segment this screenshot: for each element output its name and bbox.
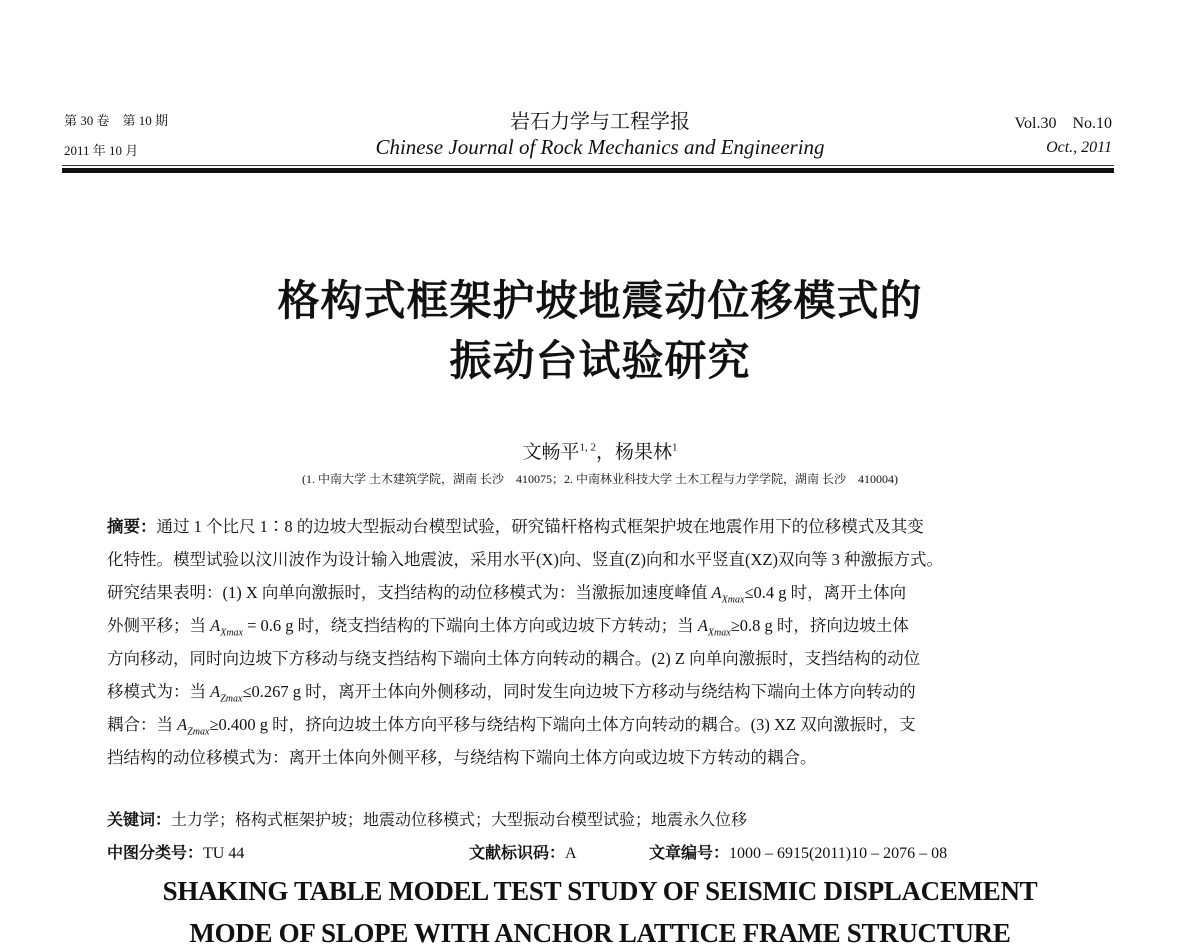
abstract-text: 通过 1 个比尺 1∶8 的边坡大型振动台模型试验，研究锚杆格构式框架护坡在地震作用下的位移模式及其变 xyxy=(156,517,924,536)
classification-row xyxy=(107,840,1093,863)
abstract-text: ≥0.8 g 时，挤向边坡土体 xyxy=(730,616,909,635)
date-cn: 2011 年 10 月 xyxy=(64,143,139,158)
clc-value: TU 44 xyxy=(203,845,245,862)
abstract-line xyxy=(107,741,1093,774)
journal-title-en: Chinese Journal of Rock Mechanics and Engineering xyxy=(375,135,825,159)
keywords-label: 关键词： xyxy=(107,810,172,829)
doc-code-label: 文献标识码： xyxy=(469,843,566,862)
abstract-line xyxy=(107,576,1093,609)
abstract-text: 耦合：当 xyxy=(107,715,178,734)
doc-code xyxy=(469,840,577,863)
abstract-line xyxy=(107,543,1093,576)
abstract-text: 外侧平移；当 xyxy=(107,616,211,635)
abstract-text: 方向移动，同时向边坡下方移动与绕支挡结构下端向土体方向转动的耦合。(2) Z 向单向激振时，支挡结构的动位 xyxy=(107,649,921,668)
author-2: 杨果林 xyxy=(615,442,673,463)
article-number-value: 1000 – 6915(2011)10 – 2076 – 08 xyxy=(729,845,948,862)
article-number xyxy=(649,840,947,863)
author-1: 文畅平 xyxy=(522,442,580,463)
abstract-text: 移模式为：当 xyxy=(107,682,211,701)
author-1-affil: 1, 2 xyxy=(579,441,596,454)
abstract-line xyxy=(107,708,1093,741)
symbol-a-xmax: $A_{Xmax}$ xyxy=(210,616,243,639)
abstract-line xyxy=(107,675,1093,708)
doc-code-value: A xyxy=(565,845,577,862)
author-2-affil: 1 xyxy=(672,441,678,454)
paper-title-line1: 格构式框架护坡地震动位移模式的 xyxy=(277,276,923,325)
abstract-text: ≤0.4 g 时，离开土体向 xyxy=(744,583,907,602)
article-number-label: 文章编号： xyxy=(649,843,730,862)
keywords xyxy=(107,807,1093,830)
affiliations: (1. 中南大学 土木建筑学院，湖南 长沙 410075；2. 中南林业科技大学 土木工程与力学学院，湖南 长沙 410004) xyxy=(302,472,898,486)
volume-issue: 第 30 卷 第 10 期 xyxy=(64,113,169,128)
symbol-a-zmax: $A_{Zmax}$ xyxy=(210,682,243,705)
abstract xyxy=(107,510,1093,774)
journal-title-cn: 岩石力学与工程学报 xyxy=(510,111,690,133)
english-title-line1: SHAKING TABLE MODEL TEST STUDY OF SEISMIC DISPLACEMENT xyxy=(162,876,1038,906)
abstract-text: 挡结构的动位移模式为：离开土体向外侧平移，与绕结构下端向土体方向或边坡下方转动的耦合。 xyxy=(107,748,817,767)
abstract-text: ≥0.400 g 时，挤向边坡土体方向平移与绕结构下端向土体方向转动的耦合。(3) XZ 双向激振时，支 xyxy=(209,715,916,734)
abstract-text: ≤0.267 g 时，离开土体向外侧移动，同时发生向边坡下方移动与绕结构下端向土体方向转动的 xyxy=(242,682,916,701)
author-separator: ， xyxy=(595,442,615,463)
vol-no: Vol.30 No.10 xyxy=(1014,115,1112,132)
abstract-text: 研究结果表明：(1) X 向单向激振时，支挡结构的动位移模式为：当激振加速度峰值 xyxy=(107,583,712,602)
symbol-a-xmax: $A_{Xmax}$ xyxy=(697,616,731,639)
symbol-a-xmax: $A_{Xmax}$ xyxy=(711,583,745,606)
abstract-label: 摘要： xyxy=(107,517,157,536)
date-en: Oct., 2011 xyxy=(1046,139,1112,156)
abstract-line xyxy=(107,609,1093,642)
header-rule xyxy=(62,168,1114,173)
header-rule-thin xyxy=(62,165,1114,166)
abstract-text: = 0.6 g 时，绕支挡结构的下端向土体方向或边坡下方转动；当 xyxy=(243,616,698,635)
abstract-line xyxy=(107,510,1093,543)
abstract-line xyxy=(107,642,1093,675)
symbol-a-zmax: $A_{Zmax}$ xyxy=(177,715,210,738)
english-title-line2: MODE OF SLOPE WITH ANCHOR LATTICE FRAME STRUCTURE xyxy=(189,918,1011,948)
paper-title-line2: 振动台试验研究 xyxy=(449,336,751,385)
abstract-text: 化特性。模型试验以汶川波作为设计输入地震波，采用水平(X)向、竖直(Z)向和水平竖直(XZ)双向等 3 种激振方式。 xyxy=(107,550,943,569)
authors xyxy=(0,437,1200,464)
keywords-value: 土力学；格构式框架护坡；地震动位移模式；大型振动台模型试验；地震永久位移 xyxy=(171,812,748,829)
clc-label: 中图分类号： xyxy=(107,843,204,862)
